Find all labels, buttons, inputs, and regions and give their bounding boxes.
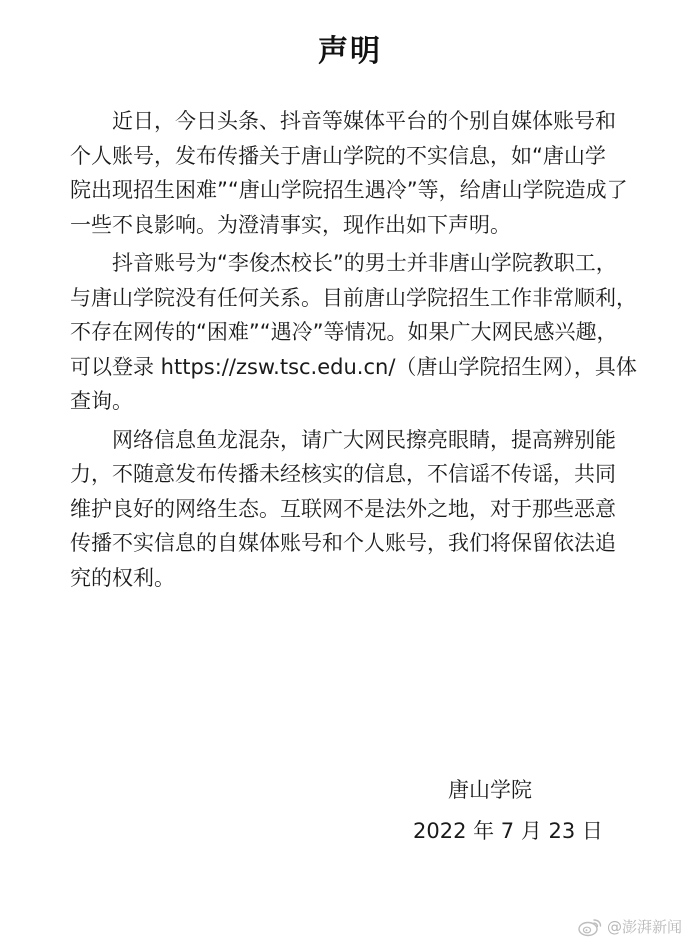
signature-organization: 唐山学院 (448, 778, 532, 802)
paragraph-line: 维护良好的网络生态。互联网不是法外之地，对于那些恶意 (70, 496, 616, 521)
paragraph-line: 与唐山学院没有任何关系。目前唐山学院招生工作非常顺利， (70, 285, 637, 310)
document-body (70, 104, 655, 599)
paragraph-line: 一些不良影响。为澄清事实，现作出如下声明。 (70, 212, 511, 237)
paragraph-2 (70, 246, 655, 419)
paragraph-line: 网络信息鱼龙混杂，请广大网民擦亮眼睛，提高辨别能 (112, 427, 616, 452)
paragraph-3 (70, 423, 655, 596)
paragraph-line: 院出现招生困难”“唐山学院招生遇冷”等，给唐山学院造成了 (70, 178, 628, 202)
paragraph-line: 查询。 (70, 389, 133, 413)
paragraph-line: 近日，今日头条、抖音等媒体平台的个别自媒体账号和 (112, 109, 616, 133)
weibo-icon (577, 917, 603, 937)
document-title: 声明 (318, 34, 382, 69)
watermark-text: @澎湃新闻 (606, 918, 682, 936)
paragraph-line: 传播不实信息的自媒体账号和个人账号，我们将保留依法追 (70, 531, 616, 555)
paragraph-line: 个人账号，发布传播关于唐山学院的不实信息，如“唐山学 (70, 143, 606, 168)
paragraph-line: 抖音账号为“李俊杰校长”的男士并非唐山学院教职工， (112, 251, 617, 275)
paragraph-line: 不存在网传的“困难”“遇冷”等情况。如果广大网民感兴趣， (70, 320, 618, 344)
paragraph-line: 力，不随意发布传播未经核实的信息，不信谣不传谣，共同 (70, 462, 616, 486)
source-watermark (577, 916, 682, 937)
signature-date: 2022 年 7 月 23 日 (413, 819, 603, 843)
paragraph-line: 可以登录 https://zsw.tsc.edu.cn/（唐山学院招生网），具体 (70, 354, 637, 379)
paragraph-line: 究的权利。 (70, 565, 175, 590)
paragraph-1 (70, 104, 655, 242)
